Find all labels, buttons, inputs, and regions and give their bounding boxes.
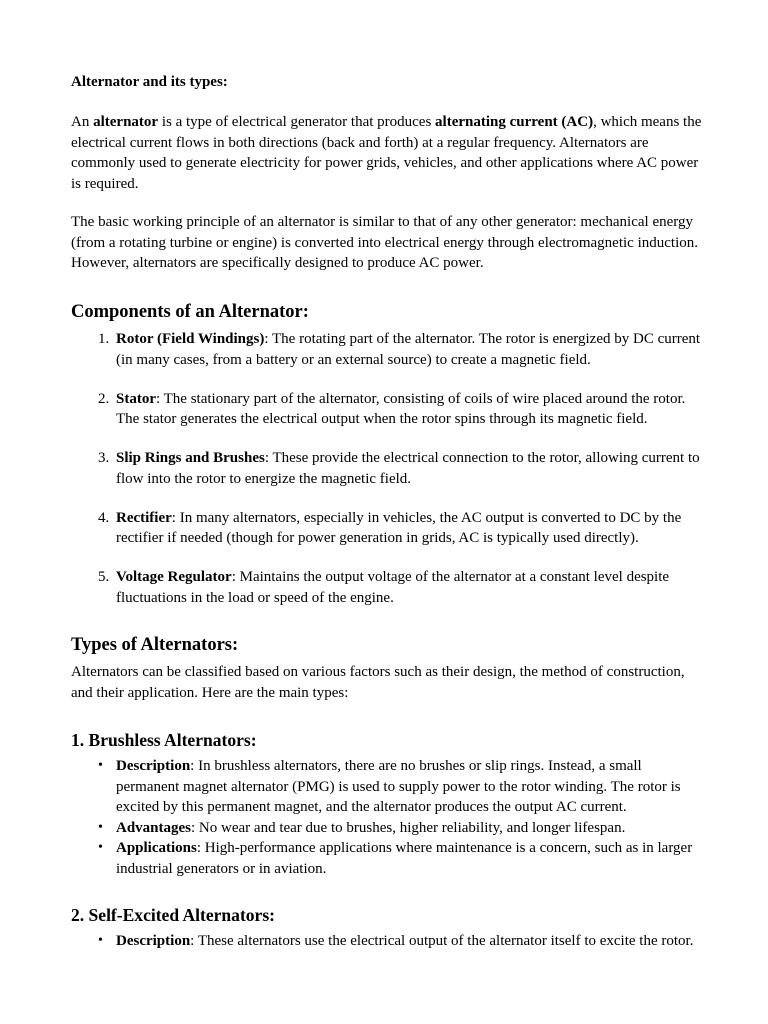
bullet-icon: • (98, 933, 103, 948)
components-heading: Components of an Alternator: (71, 302, 309, 322)
type2-bullet-list (71, 931, 703, 952)
list-term: Voltage Regulator (116, 569, 232, 585)
type1-bullet-list (71, 756, 703, 879)
type1-heading: 1. Brushless Alternators: (71, 730, 257, 750)
list-number: 1. (98, 331, 110, 347)
list-text: : The stationary part of the alternator, consisting of coils of wire placed around the rotor. The stator generates the electrical output when the rotor spins through its magnetic field. (116, 390, 686, 427)
list-number: 2. (98, 390, 110, 407)
list-item (71, 389, 703, 430)
list-text: : In brushless alternators, there are no brushes or slip rings. Instead, a small permanent magnet alternator (PMG) is used to supply power to the rotor winding. The rotor is excited by this permanent magnet, and the alternator produces the output AC current. (116, 758, 681, 815)
list-text: : No wear and tear due to brushes, higher reliability, and longer lifespan. (191, 819, 626, 836)
types-heading: Types of Alternators: (71, 635, 239, 655)
list-term: Applications (116, 840, 197, 856)
bullet-icon: • (98, 840, 103, 855)
list-term: Slip Rings and Brushes (116, 450, 265, 466)
type2-heading: 2. Self-Excited Alternators: (71, 905, 275, 925)
list-term: Description (116, 933, 191, 949)
intro-text: , which means the electrical current flows in both directions (back and forth) at a regular frequency. Alternators are commonly used to generate electricity for power grids, vehicles, and other applications where AC power is required. (71, 114, 702, 192)
document-title: Alternator and its types: (71, 74, 228, 90)
list-term: Description (116, 758, 191, 774)
types-intro-paragraph: Alternators can be classified based on various factors such as their design, the method of construction, and their application. Here are the main types: (71, 664, 685, 701)
list-item (71, 329, 703, 370)
bullet-icon: • (98, 819, 103, 835)
intro-text: is a type of electrical generator that produces (158, 114, 436, 130)
list-number: 5. (98, 569, 110, 585)
list-text: : In many alternators, especially in vehicles, the AC output is converted to DC by the rectifier if needed (though for power generation in grids, AC is typically used directly). (116, 509, 682, 546)
bullet-icon: • (98, 758, 103, 773)
list-term: Advantages (116, 819, 192, 836)
list-text: : These provide the electrical connection to the rotor, allowing current to flow into the rotor to energize the magnetic field. (116, 450, 700, 487)
list-term: Stator (116, 390, 156, 407)
intro-paragraph (71, 112, 703, 194)
list-item (71, 931, 703, 952)
list-number: 3. (98, 450, 110, 466)
list-text: : Maintains the output voltage of the alternator at a constant level despite fluctuations in the load or speed of the engine. (116, 569, 670, 606)
intro-text: An (71, 114, 94, 130)
list-item (71, 567, 703, 608)
intro-term-ac: alternating current (AC) (435, 114, 594, 130)
list-item (71, 508, 703, 549)
list-number: 4. (98, 509, 110, 526)
list-text: : These alternators use the electrical output of the alternator itself to excite the rotor. (190, 933, 694, 949)
principle-paragraph: The basic working principle of an alternator is similar to that of any other generator: mechanical energy (from a rotating turbine or engine) is converted into electrical energy through electromagnetic induction. However, alternators are specifically designed to produce AC power. (71, 214, 698, 271)
list-item (71, 838, 703, 879)
components-list (71, 329, 703, 627)
list-term: Rotor (Field Windings) (116, 331, 265, 347)
list-text: : High-performance applications where maintenance is a concern, such as in larger industrial generators or in aviation. (116, 840, 693, 877)
list-text: : The rotating part of the alternator. The rotor is energized by DC current (in many cases, from a battery or an external source) to create a magnetic field. (116, 331, 701, 368)
intro-term-alternator: alternator (93, 114, 159, 130)
list-term: Rectifier (116, 509, 172, 526)
list-item (71, 818, 703, 839)
list-item (71, 448, 703, 489)
list-item (71, 756, 703, 818)
